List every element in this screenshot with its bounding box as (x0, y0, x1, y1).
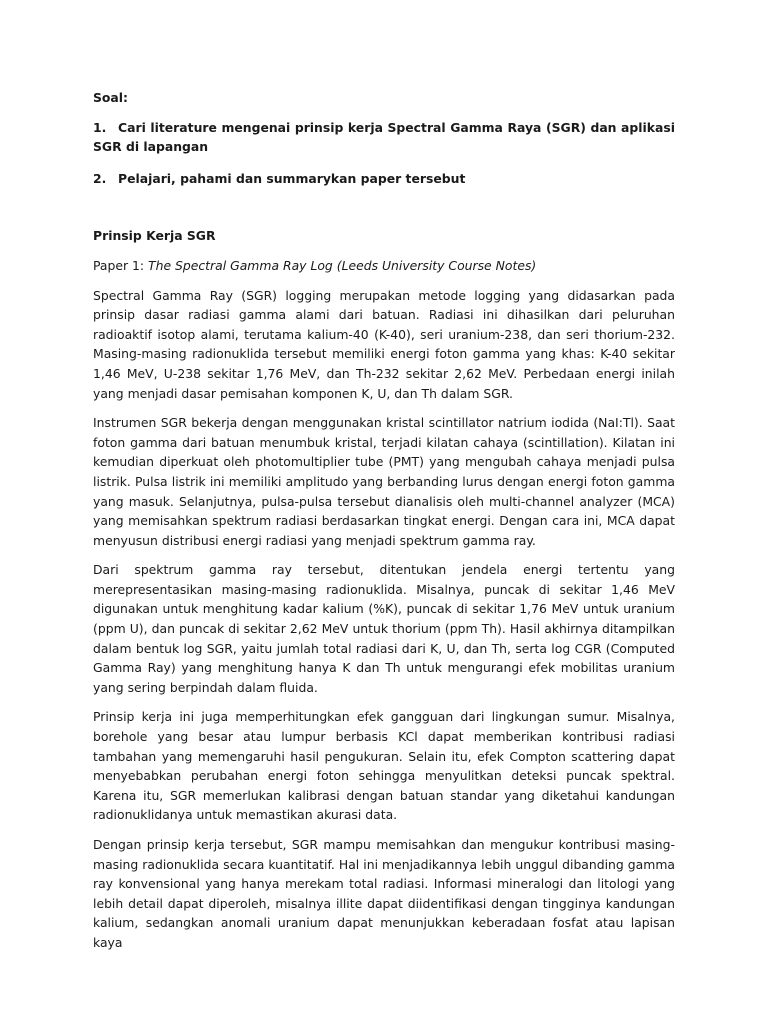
paragraph-5: Dengan prinsip kerja tersebut, SGR mampu memisahkan dan mengukur kontribusi masing-masing radionuklida secara kuantitatif. Hal ini menjadikannya lebih unggul dibanding gamma ray konvensional yang hanya merekam total radiasi. Informasi mineralogi dan litologi yang lebih detail dapat diperoleh, misalnya illite dapat diidentifikasi dengan tingginya kandungan kalium, sedangkan anomali uranium dapat menunjukkan keberadaan fosfat atau lapisan kaya (93, 837, 675, 950)
question-2-number: 2. (93, 170, 107, 186)
paragraph-4: Prinsip kerja ini juga memperhitungkan efek gangguan dari lingkungan sumur. Misalnya, borehole yang besar atau lumpur berbasis KCl dapat memberikan kontribusi radiasi tambahan yang memengaruhi hasil pengukuran. Selain itu, efek Compton scattering dapat menyebabkan perubahan energi foton sehingga menyulitkan deteksi puncak spektral. Karena itu, SGR memerlukan kalibrasi dengan batuan standar yang diketahui kandungan radionuklidanya untuk memastikan akurasi data. (93, 709, 675, 823)
paragraph-3: Dari spektrum gamma ray tersebut, ditentukan jendela energi tertentu yang merepresentasikan masing-masing radionuklida. Misalnya, puncak di sekitar 1,46 MeV digunakan untuk menghitung kadar kalium (%K), puncak di sekitar 1,76 MeV untuk uranium (ppm U), dan puncak di sekitar 2,62 MeV untuk thorium (ppm Th). Hasil akhirnya ditampilkan dalam bentuk log SGR, yaitu jumlah total radiasi dari K, U, dan Th, serta log CGR (Computed Gamma Ray) yang menghitung hanya K dan Th untuk mengurangi efek mobilitas uranium yang sering berpindah dalam fluida. (93, 562, 675, 695)
paragraph-1: Spectral Gamma Ray (SGR) logging merupakan metode logging yang didasarkan pada prinsip dasar radiasi gamma alami dari batuan. Radiasi ini dihasilkan dari peluruhan radioaktif isotop alami, terutama kalium-40 (K-40), seri uranium-238, dan seri thorium-232. Masing-masing radionuklida tersebut memiliki energi foton gamma yang khas: K-40 sekitar 1,46 MeV, U-238 sekitar 1,76 MeV, dan Th-232 sekitar 2,62 MeV. Perbedaan energi inilah yang menjadi dasar pemisahan komponen K, U, dan Th dalam SGR. (93, 287, 675, 401)
question-1-number: 1. (93, 119, 107, 135)
paper-prefix: Paper 1: (93, 257, 149, 273)
paper-title: The Spectral Gamma Ray Log (Leeds University Course Notes) (148, 257, 537, 273)
document-page (93, 88, 675, 963)
paragraph-2: Instrumen SGR bekerja dengan menggunakan kristal scintillator natrium iodida (NaI:Tl). Saat foton gamma dari batuan menumbuk kristal, terjadi kilatan cahaya (scintillation). Kilatan ini kemudian diperkuat oleh photomultiplier tube (PMT) yang mengubah cahaya menjadi pulsa listrik. Pulsa listrik ini memiliki amplitudo yang berbanding lurus dengan energi foton gamma yang masuk. Selanjutnya, pulsa-pulsa tersebut dianalisis oleh multi-channel analyzer (MCA) yang memisahkan spektrum radiasi berdasarkan tingkat energi. Dengan cara ini, MCA dapat menyusun distribusi energi radiasi yang menjadi spektrum gamma ray. (93, 415, 675, 548)
section-heading: Prinsip Kerja SGR (93, 228, 216, 244)
question-2 (93, 169, 675, 189)
question-1-text: Cari literature mengenai prinsip kerja Spectral Gamma Raya (SGR) dan aplikasi SGR di lapangan (93, 119, 675, 155)
paper-reference (93, 256, 675, 276)
question-2-text: Pelajari, pahami dan summarykan paper tersebut (118, 170, 466, 186)
soal-label: Soal: (93, 90, 128, 105)
question-1 (93, 118, 675, 157)
